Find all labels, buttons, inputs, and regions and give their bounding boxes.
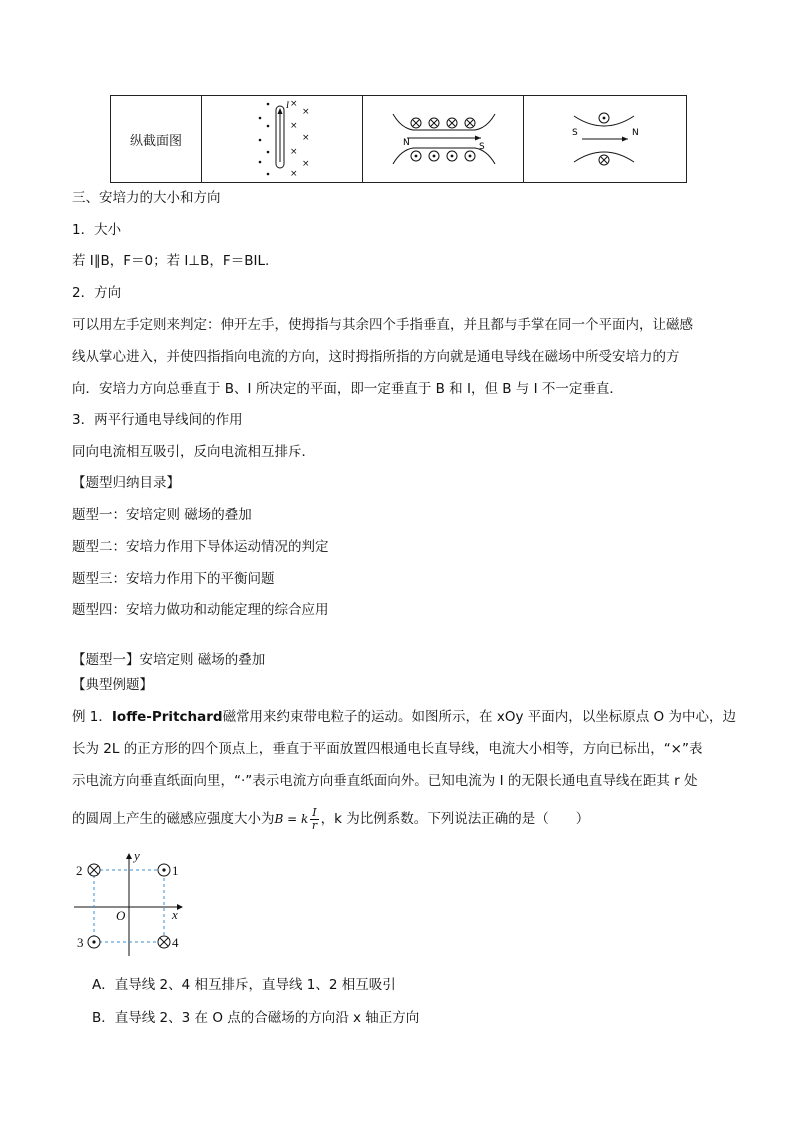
straight-wire-field-diagram [202,96,362,182]
example1-line1 [72,707,736,727]
item2-text-3: 向．安培力方向总垂直于 B、I 所决定的平面，即一定垂直于 B 和 I，但 B 与 I 不一定垂直． [72,381,623,397]
formula-lhs: B = k [274,812,309,826]
formula-denominator: r [311,819,318,832]
example1-label: 例 1． [72,709,112,725]
field-formula [274,806,321,832]
catalog-item: 题型一：安培定则 磁场的叠加 [72,507,252,523]
option-b: B．直导线 2、3 在 O 点的合磁场的方向沿 x 轴正方向 [92,1010,420,1026]
catalog-heading: 【题型归纳目录】 [72,475,180,491]
wire-1-out-of-page [158,864,170,876]
solenoid-s-label: S [479,142,485,152]
solenoid-n-label: N [403,138,410,148]
type1-heading-prefix: 【题型一】 [72,652,140,668]
formula-fraction [310,807,318,832]
item2-text-1: 可以用左手定则来判定：伸开左手，使拇指与其余四个手指垂直，并且都与手掌在同一个平面内，让磁感 [72,317,693,333]
item2-title: 2．方向 [72,285,122,301]
item3-title: 3．两平行通电导线间的作用 [72,412,243,428]
example1-bold-term: Ioffe-Pritchard [111,709,223,725]
example1-line4-b: ，k 为比例系数。下列说法正确的是（ ） [320,811,590,827]
catalog-item: 题型二：安培力作用下导体运动情况的判定 [72,539,329,555]
item1-title: 1．大小 [72,222,122,238]
wire-label-1: 1 [172,863,179,878]
example1-text-1: 磁常用来约束带电粒子的运动。如图所示，在 xOy 平面内，以坐标原点 O 为中心，边 [222,709,736,725]
wire-square-figure [70,848,190,958]
origin-label: O [116,908,126,923]
svg-text:I: I [286,100,289,110]
wire-label-2: 2 [76,863,83,878]
loop-n-label: N [632,128,639,138]
item3-text: 同向电流相互吸引，反向电流相互排斥． [72,444,315,460]
examples-heading: 【典型例题】 [72,677,153,693]
straight-wire-cell [202,96,363,182]
option-a: A．直导线 2、4 相互排斥，直导线 1、2 相互吸引 [92,977,396,993]
svg-text:×: × [290,121,298,131]
solenoid-field-diagram [363,96,523,182]
example1-line2: 长为 2L 的正方形的四个顶点上，垂直于平面放置四根通电长直导线，电流大小相等，方向已标出，“×”表 [72,741,703,757]
field-diagram-table [110,95,687,183]
example1-line3: 示电流方向垂直纸面向里，“·”表示电流方向垂直纸面向外。已知电流为 I 的无限长通电直导线在距其 r 处 [72,773,698,789]
solenoid-cell [363,96,524,182]
svg-text:×: × [290,147,298,157]
loop-s-label: S [572,128,578,138]
item2-text-2: 线从掌心进入，并使四指指向电流的方向，这时拇指所指的方向就是通电导线在磁场中所受安培力的方 [72,349,680,365]
wire-3-out-of-page [88,936,100,948]
row-label-cell [111,96,202,182]
svg-text:×: × [302,133,310,143]
svg-text:×: × [290,99,298,109]
svg-text:×: × [302,159,310,169]
catalog-item: 题型三：安培力作用下的平衡问题 [72,571,275,587]
svg-text:×: × [290,169,298,179]
wire-2-into-page [88,864,100,876]
wire-4-into-page [158,936,170,948]
wire-label-3: 3 [77,935,84,950]
item1-text: 若 I∥B，F＝0；若 I⊥B，F＝BIL. [72,253,270,269]
formula-numerator: I [312,806,317,819]
x-axis-label: x [172,907,178,922]
type1-heading [72,650,265,670]
loop-field-diagram [524,96,686,182]
svg-text:×: × [302,107,310,117]
catalog-item: 题型四：安培力做功和动能定理的综合应用 [72,602,329,618]
example1-line4 [72,806,589,832]
y-axis-label: y [134,848,140,863]
section-heading: 三、安培力的大小和方向 [72,190,221,206]
type1-heading-text: 安培定则 磁场的叠加 [139,652,266,668]
wire-label-4: 4 [172,935,179,950]
example1-line4-a: 的圆周上产生的磁感应强度大小为 [72,811,275,827]
loop-cell [524,96,686,182]
row-label: 纵截面图 [129,133,182,149]
